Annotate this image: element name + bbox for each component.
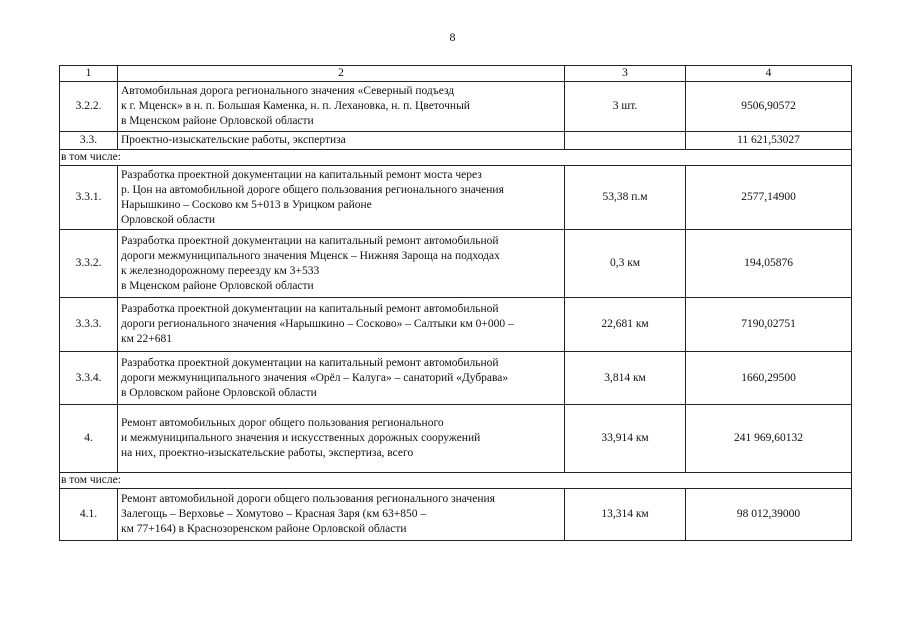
row-number: 3.3.4. — [60, 352, 118, 405]
column-header: 4 — [686, 66, 852, 82]
row-number: 4. — [60, 405, 118, 473]
row-number: 3.3.1. — [60, 166, 118, 230]
table-row — [60, 489, 852, 541]
row-description: Разработка проектной документации на капитальный ремонт моста через р. Цон на автомобильной дороге общего пользования регионального значения Нарышкино – Сосково км 5+013 в Урицком районе Орловской области — [118, 166, 565, 230]
row-amount: 98 012,39000 — [686, 489, 852, 541]
table-row — [60, 298, 852, 352]
table-row — [60, 230, 852, 298]
row-description: Ремонт автомобильных дорог общего пользования регионального и межмуниципального значения и искусственных дорожных сооружений на них, проектно-изыскательские работы, экспертиза, всего — [118, 405, 565, 473]
row-number: 4.1. — [60, 489, 118, 541]
row-quantity: 33,914 км — [565, 405, 686, 473]
row-amount: 194,05876 — [686, 230, 852, 298]
column-header: 1 — [60, 66, 118, 82]
row-quantity: 0,3 км — [565, 230, 686, 298]
row-amount: 7190,02751 — [686, 298, 852, 352]
row-description: Разработка проектной документации на капитальный ремонт автомобильной дороги регионального значения «Нарышкино – Сосково» – Салтыки км 0+000 – км 22+681 — [118, 298, 565, 352]
row-number: 3.3. — [60, 132, 118, 150]
row-number: 3.3.2. — [60, 230, 118, 298]
row-description: Автомобильная дорога регионального значения «Северный подъезд к г. Мценск» в н. п. Большая Каменка, н. п. Лехановка, н. п. Цветочный в Мценском районе Орловской области — [118, 82, 565, 132]
row-amount: 1660,29500 — [686, 352, 852, 405]
row-quantity — [565, 132, 686, 150]
row-number: 3.2.2. — [60, 82, 118, 132]
row-description: Проектно-изыскательские работы, экспертиза — [118, 132, 565, 150]
row-number: 3.3.3. — [60, 298, 118, 352]
subtotal-row — [60, 473, 852, 489]
row-amount: 2577,14900 — [686, 166, 852, 230]
table-row — [60, 82, 852, 132]
row-quantity: 53,38 п.м — [565, 166, 686, 230]
row-description: Разработка проектной документации на капитальный ремонт автомобильной дороги межмуниципального значения Мценск – Нижняя Зароща на подходах к железнодорожному переезду км 3+533 в Мценском районе Орловской области — [118, 230, 565, 298]
table-row — [60, 352, 852, 405]
page-number: 8 — [449, 30, 456, 44]
column-header: 3 — [565, 66, 686, 82]
row-description: Разработка проектной документации на капитальный ремонт автомобильной дороги межмуниципального значения «Орёл – Калуга» – санаторий «Дубрава» в Орловском районе Орловской области — [118, 352, 565, 405]
budget-table — [59, 65, 852, 541]
row-amount: 9506,90572 — [686, 82, 852, 132]
row-quantity: 13,314 км — [565, 489, 686, 541]
table-row — [60, 166, 852, 230]
row-quantity: 3,814 км — [565, 352, 686, 405]
table-header-row — [60, 66, 852, 82]
table-row — [60, 405, 852, 473]
row-amount: 11 621,53027 — [686, 132, 852, 150]
subtotal-row — [60, 150, 852, 166]
subtitle-label: в том числе: — [60, 473, 852, 489]
row-quantity: 3 шт. — [565, 82, 686, 132]
row-description: Ремонт автомобильной дороги общего пользования регионального значения Залегощь – Верховье – Хомутово – Красная Заря (км 63+850 – км 77+164) в Краснозоренском районе Орловской области — [118, 489, 565, 541]
column-header: 2 — [118, 66, 565, 82]
subtitle-label: в том числе: — [60, 150, 852, 166]
table-row — [60, 132, 852, 150]
row-amount: 241 969,60132 — [686, 405, 852, 473]
row-quantity: 22,681 км — [565, 298, 686, 352]
